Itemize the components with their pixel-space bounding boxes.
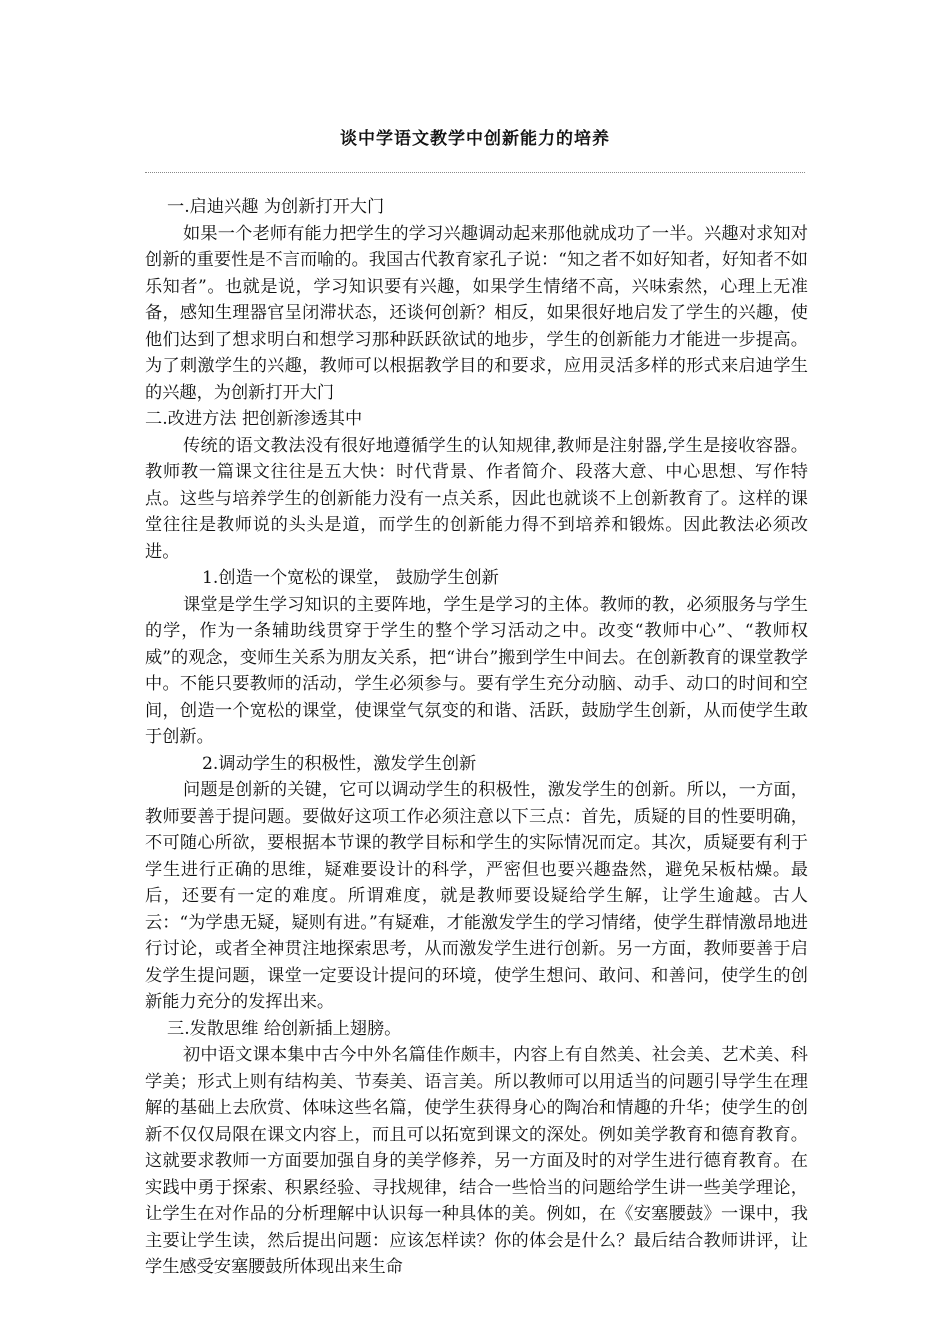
paragraph-1: 如果一个老师有能力把学生的学习兴趣调动起来那他就成功了一半。兴趣对求知对创新的重要性是不言而喻的。我国古代教育家孔子说：“知之者不如好知者，好知者不如乐知者”。也就是说，学习知识要有兴趣，如果学生情绪不高，兴味索然，心理上无准备，感知生理器官呈闭滞状态，还谈何创新？相反，如果很好地启发了学生的兴趣，使他们达到了想求明白和想学习那种跃跃欲试的地步，学生的创新能力才能进一步提高。为了刺激学生的兴趣，教师可以根据教学目的和要求，应用灵活多样的形式来启迪学生的兴趣，为创新打开大门 bbox=[145, 223, 808, 403]
section-heading-1: 一.启迪兴趣 为创新打开大门 bbox=[167, 197, 385, 217]
title-divider bbox=[145, 172, 805, 173]
section-heading-3: 三.发散思维 给创新插上翅膀。 bbox=[167, 1018, 402, 1039]
paragraph-3: 课堂是学生学习知识的主要阵地，学生是学习的主体。教师的教，必须服务与学生的学，作为一条辅助线贯穿于学生的整个学习活动之中。改变“教师中心”、“教师权威”的观念，变师生关系为朋友关系，把“讲台”搬到学生中间去。在创新教育的课堂教学中。不能只要教师的活动，学生必须参与。要有学生充分动脑、动手、动口的时间和空间，创造一个宽松的课堂，使课堂气氛变的和谐、活跃，鼓励学生创新，从而使学生敢于创新。 bbox=[145, 594, 808, 747]
section-heading-2: 二.改进方法 把创新渗透其中 bbox=[145, 409, 363, 429]
paragraph-2: 传统的语文教法没有很好地遵循学生的认知规律,教师是注射器,学生是接收容器。教师教一篇课文往往是五大快：时代背景、作者简介、段落大意、中心思想、写作特点。这些与培养学生的创新能力没有一点关系，因此也就谈不上创新教育了。这样的课堂往往是教师说的头头是道，而学生的创新能力得不到培养和锻炼。因此教法必须改进。 bbox=[145, 435, 808, 562]
subsection-heading-1: 1.创造一个宽松的课堂， 鼓励学生创新 bbox=[202, 568, 499, 588]
paragraph-5: 初中语文课本集中古今中外名篇佳作颇丰，内容上有自然美、社会美、艺术美、科学美；形式上则有结构美、节奏美、语言美。所以教师可以用适当的问题引导学生在理解的基础上去欣赏、体味这些名篇，使学生获得身心的陶冶和情趣的升华；使学生的创新不仅仅局限在课文内容上，而且可以拓宽到课文的深处。例如美学教育和德育教育。这就要求教师一方面要加强自身的美学修养，另一方面及时的对学生进行德育教育。在实践中勇于探索、积累经验、寻找规律，结合一些恰当的问题给学生讲一些美学理论，让学生在对作品的分析理解中认识每一种具体的美。例如，在《安塞腰鼓》一课中，我主要让学生读，然后提出问题：应该怎样读？你的体会是什么？最后结合教师讲评，让学生感受安塞腰鼓所体现出来生命 bbox=[145, 1045, 808, 1277]
paragraph-4: 问题是创新的关键，它可以调动学生的积极性，激发学生的创新。所以，一方面，教师要善于提问题。要做好这项工作必须注意以下三点：首先，质疑的目的性要明确，不可随心所欲，要根据本节课的教学目标和学生的实际情况而定。其次，质疑要有利于学生进行正确的思维，疑难要设计的科学，严密但也要兴趣盎然，避免呆板枯燥。最后，还要有一定的难度。所谓难度，就是教师要设疑给学生解，让学生逾越。古人云：“为学患无疑，疑则有进。”有疑难，才能激发学生的学习情绪，使学生群情激昂地进行讨论，或者全神贯注地探索思考，从而激发学生进行创新。另一方面，教师要善于启发学生提问题，课堂一定要设计提问的环境，使学生想问、敢问、和善问，使学生的创新能力充分的发挥出来。 bbox=[145, 780, 808, 1012]
document-body bbox=[145, 194, 808, 1281]
subsection-heading-2: 2.调动学生的积极性，激发学生创新 bbox=[202, 753, 477, 774]
document-title: 谈中学语文教学中创新能力的培养 bbox=[340, 129, 610, 149]
